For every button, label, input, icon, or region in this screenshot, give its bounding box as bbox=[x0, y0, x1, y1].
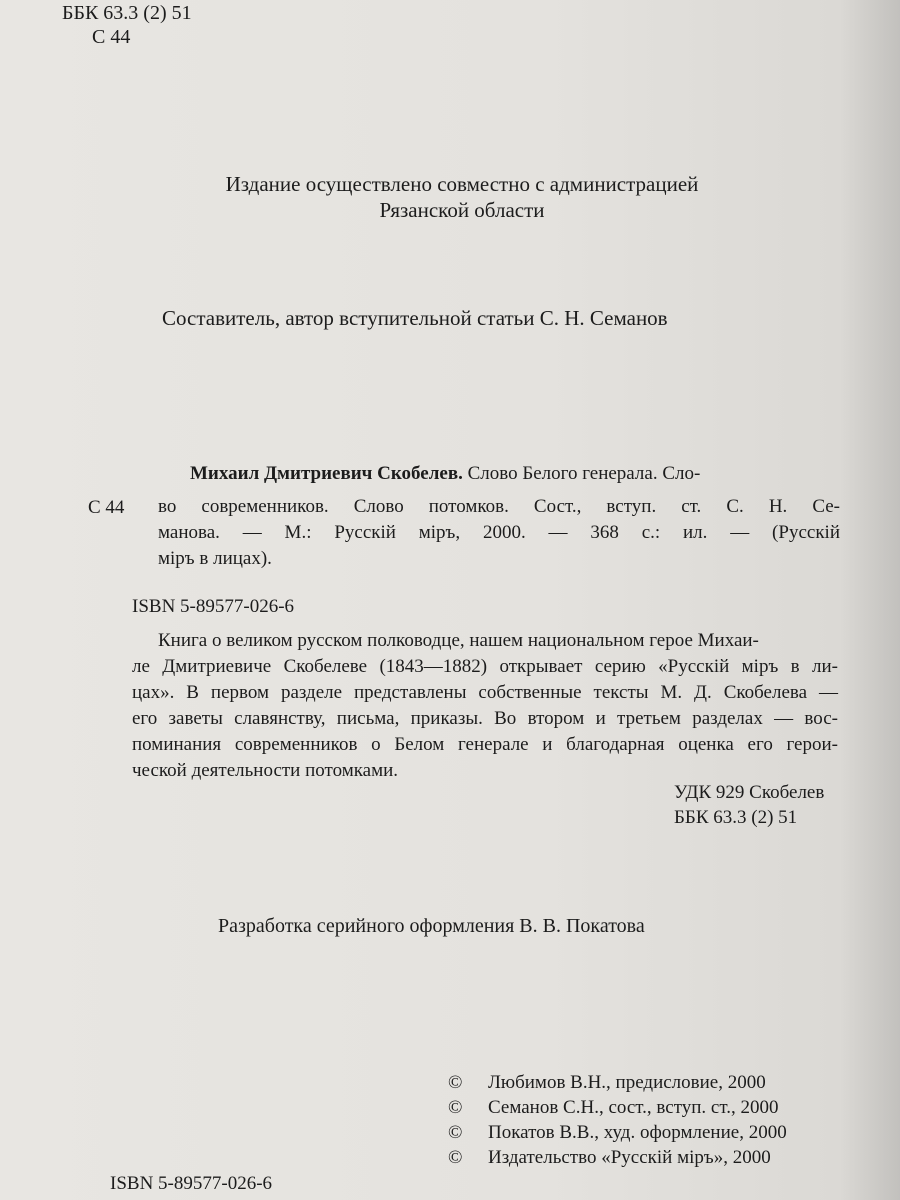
annotation-line-6: ческой деятельности потомками. bbox=[132, 760, 399, 781]
copyright-line bbox=[448, 1122, 848, 1144]
series-design-credit: Разработка серийного оформления В. В. Покатова bbox=[218, 915, 645, 937]
annotation-line-4: его заветы славянству, письма, приказы. Во втором и третьем разделах — вос- bbox=[132, 708, 838, 729]
annotation-line-2: ле Дмитриевиче Скобелеве (1843—1882) открывает серию «Русскiй мiръ в ли- bbox=[132, 656, 838, 677]
isbn-bottom: ISBN 5-89577-026-6 bbox=[110, 1173, 273, 1194]
udk-index: УДК 929 Скобелев bbox=[674, 782, 825, 803]
catalog-line-2: во современников. Слово потомков. Сост., вступ. ст. С. Н. Се- bbox=[158, 496, 840, 517]
isbn-middle: ISBN 5-89577-026-6 bbox=[132, 596, 295, 617]
top-author-code: С 44 bbox=[92, 26, 131, 48]
catalog-title-bold: Михаил Дмитриевич Скобелев. bbox=[190, 463, 463, 484]
copyright-icon: © bbox=[448, 1072, 463, 1093]
catalog-code: С 44 bbox=[88, 497, 125, 518]
edition-note-line-2: Рязанской области bbox=[379, 198, 545, 222]
annotation-line-1: Книга о великом русском полководце, нашем национальном герое Михаи- bbox=[158, 630, 759, 651]
catalog-line-3: манова. — М.: Русскiй мiръ, 2000. — 368 с.: ил. — (Русскiй bbox=[158, 522, 840, 543]
copyright-text: Любимов В.Н., предисловие, 2000 bbox=[488, 1072, 766, 1093]
copyright-text: Покатов В.В., худ. оформление, 2000 bbox=[488, 1122, 787, 1143]
catalog-line-1 bbox=[190, 462, 700, 485]
edition-note-line-1: Издание осуществлено совместно с администрацией bbox=[225, 172, 699, 196]
copyright-text: Семанов С.Н., сост., вступ. ст., 2000 bbox=[488, 1097, 779, 1118]
catalog-title-rest: Слово Белого генерала. Сло- bbox=[462, 463, 701, 484]
catalog-line-4: мiръ в лицах). bbox=[158, 548, 272, 569]
copyright-icon: © bbox=[448, 1097, 463, 1118]
annotation-line-3: цах». В первом разделе представлены собственные тексты М. Д. Скобелева — bbox=[132, 682, 838, 703]
copyright-line bbox=[448, 1097, 848, 1119]
copyright-line bbox=[448, 1072, 848, 1094]
bbk-index: ББК 63.3 (2) 51 bbox=[674, 807, 798, 828]
top-bbk-index: ББК 63.3 (2) 51 bbox=[62, 2, 192, 24]
copyright-text: Издательство «Русскiй мiръ», 2000 bbox=[488, 1147, 771, 1168]
compiler-line: Составитель, автор вступительной статьи С. Н. Семанов bbox=[162, 306, 668, 330]
copyright-icon: © bbox=[448, 1147, 463, 1168]
copyright-line bbox=[448, 1147, 848, 1169]
copyright-icon: © bbox=[448, 1122, 463, 1143]
annotation-line-5: поминания современников о Белом генерале и благодарная оценка его герои- bbox=[132, 734, 838, 755]
